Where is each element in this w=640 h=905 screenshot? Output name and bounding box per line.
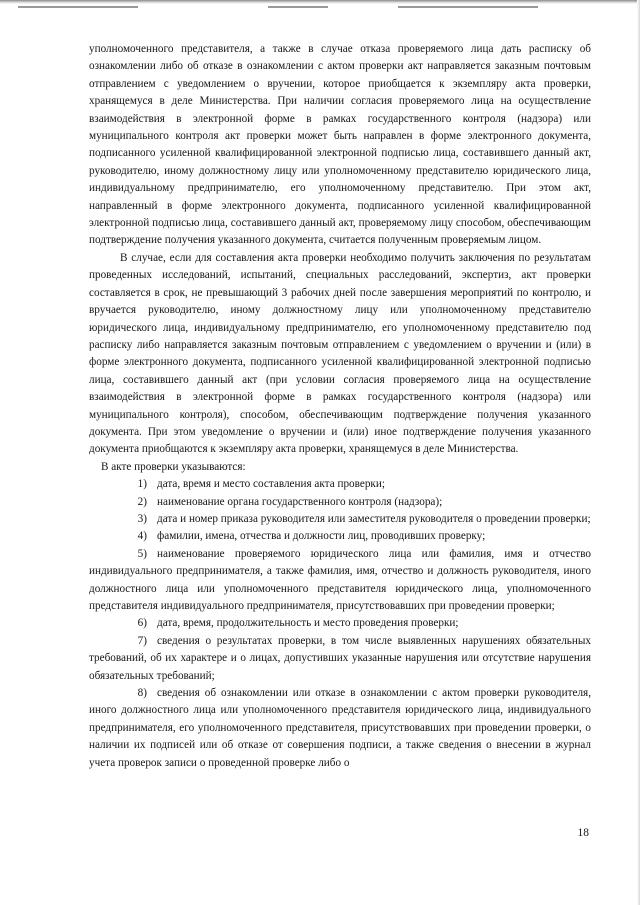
list-intro: В акте проверки указываются:: [101, 460, 246, 473]
list-item-number: 5): [137, 547, 147, 560]
scan-top-edge: [0, 0, 640, 4]
list-item-number: 4): [137, 530, 147, 543]
paragraph-continuation: уполномоченного представителя, а также в случае отказа проверяемого лица дать расписку об ознакомлении либо об отказе в ознакомлении с актом проверки акт направляется заказным почтовым отправлением с уведомлением о вручении, которое приобщается к экземпляру акта проверки, хранящемуся в деле Министерства. При наличии согласия проверяемого лица на осуществление взаимодействия в электронной форме в рамках государственного контроля (надзора) или муниципального контроля акт проверки может быть направлен в форме электронного документа, подписанного усиленной квалифицированной электронной подписью лица, составившего данный акт, руководителю, иному должностному лицу или уполномоченному представителю юридического лица, индивидуальному предпринимателю, его уполномоченному представителю. При этом акт, направленный в форме электронного документа, подписанного усиленной квалифицированной электронной подписью лица, составившего данный акт, проверяемому лицу способом, обеспечивающим подтверждение получения указанного документа, считается полученным проверяемым лицом.: [89, 43, 591, 247]
list-item: [89, 633, 591, 685]
list-item-text: фамилии, имена, отчества и должности лиц, проводивших проверку;: [157, 530, 486, 543]
list-item-text: наименование проверяемого юридического лица или фамилия, имя и отчество индивидуального предпринимателя, а также фамилия, имя, отчество и должность руководителя, иного должностного лица или уполномоченного представителя юридического лица, уполномоченного представителя индивидуального предпринимателя, присутствовавших при проведении проверки;: [89, 547, 591, 612]
list-item-text: сведения о результатах проверки, в том числе выявленных нарушениях обязательных требований, об их характере и о лицах, допустивших указанные нарушения или отсутствие нарушения обязательных требований;: [89, 634, 591, 682]
document-page: [89, 41, 591, 772]
list-item: [89, 476, 591, 493]
page-number: 18: [577, 827, 589, 839]
list-item-number: 2): [137, 495, 147, 508]
list-item-number: 8): [137, 687, 147, 700]
list-item-text: сведения об ознакомлении или отказе в ознакомлении с актом проверки руководителя, иного должностного лица или уполномоченного представителя юридического лица, индивидуального предпринимателя, его уполномоченного представителя, присутствовавших при проведении проверки, о наличии их подписей или об отказе от совершения подписи, а также сведения о внесении в журнал учета проверок записи о проведенной проверке либо о: [89, 687, 591, 769]
paragraph-expertise: В случае, если для составления акта проверки необходимо получить заключения по результатам проведенных исследований, испытаний, специальных расследований, экспертиз, акт проверки составляется в срок, не превышающий 3 рабочих дней после завершения мероприятий по контролю, и вручается руководителю, иному должностному лицу или уполномоченному представителю юридического лица, индивидуальному предпринимателю, его уполномоченному представителю под расписку либо направляется заказным почтовым отправлением с уведомлением о вручении и (или) в форме электронного документа, подписанного усиленной квалифицированной электронной подписью лица, составившего данный акт (при условии согласия проверяемого лица на осуществление взаимодействия в электронной форме в рамках государственного контроля (надзора) или муниципального контроля), способом, обеспечивающим подтверждение получения указанного документа. При этом уведомление о вручении и (или) иное подтверждение получения указанного документа приобщаются к экземпляру акта проверки, хранящемуся в деле Министерства.: [89, 251, 591, 456]
list-item: [89, 494, 591, 511]
list-item: [89, 685, 591, 772]
list-item: [89, 615, 591, 632]
list-item: [89, 546, 591, 616]
scan-artifacts: [18, 6, 618, 9]
list-item-number: 1): [137, 478, 147, 491]
list-item-number: 6): [137, 617, 147, 630]
list-item-text: дата и номер приказа руководителя или заместителя руководителя о проведении проверки;: [157, 512, 591, 525]
list-item-number: 3): [137, 512, 147, 525]
list-item-text: наименование органа государственного контроля (надзора);: [157, 495, 443, 508]
list-item: [89, 528, 591, 545]
list-item-text: дата, время и место составления акта проверки;: [157, 478, 385, 491]
list-item: [89, 511, 591, 528]
list-item-text: дата, время, продолжительность и место проведения проверки;: [157, 617, 459, 630]
list-item-number: 7): [137, 634, 147, 647]
